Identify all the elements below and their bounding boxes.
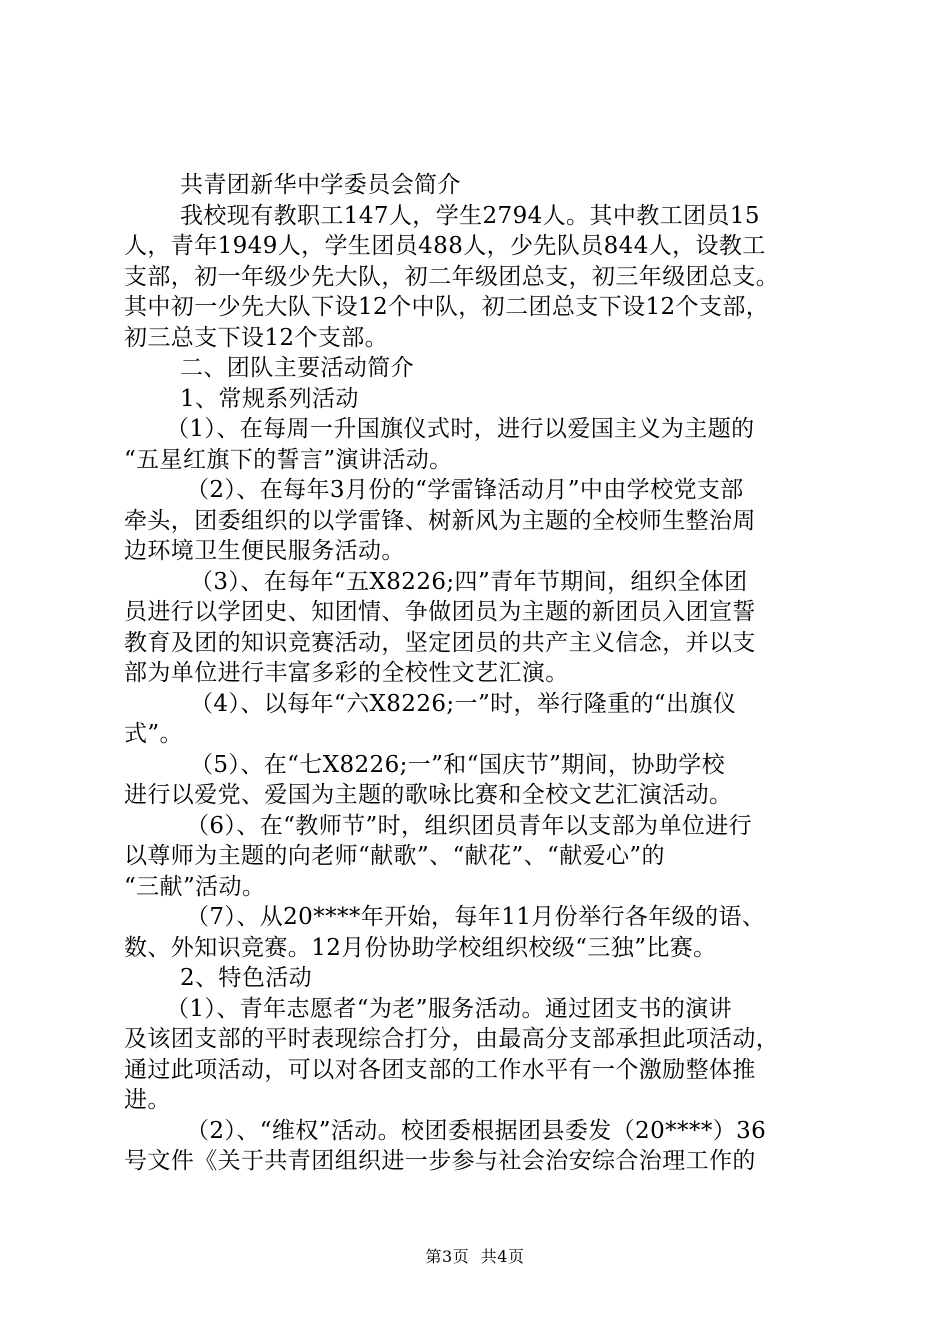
section-heading: 二、团队主要活动简介 — [180, 355, 414, 381]
paragraph-line: （2）、“维权”活动。校团委根据团县委发（20****）36 — [186, 1117, 767, 1144]
paragraph-line: 部为单位进行丰富多彩的全校性文艺汇演。 — [124, 660, 569, 686]
paragraph-line: （5）、在“七X8226;一”和“国庆节”期间，协助学校 — [190, 751, 726, 778]
subsection-heading: 1、常规系列活动 — [180, 385, 359, 412]
subsection-heading: 2、特色活动 — [180, 965, 313, 991]
paragraph-line: （6）、在“教师节”时，组织团员青年以支部为单位进行 — [186, 812, 753, 839]
paragraph-line: 以尊师为主题的向老师“献歌”、“献花”、“献爱心”的 — [124, 843, 665, 869]
paragraph-line: 进。 — [124, 1087, 171, 1113]
paragraph-line: 数、外知识竞赛。12月份协助学校组织校级“三独”比赛。 — [124, 934, 717, 961]
page-number: 第3页 — [425, 1247, 470, 1266]
paragraph-line: 通过此项活动，可以对各团支部的工作水平有一个激励整体推 — [124, 1056, 756, 1083]
paragraph-line: 进行以爱党、爱国为主题的歌咏比赛和全校文艺汇演活动。 — [124, 782, 733, 808]
paragraph-line: （2）、在每年3月份的“学雷锋活动月”中由学校党支部 — [186, 477, 744, 503]
paragraph-line: “五星红旗下的誓言”演讲活动。 — [124, 446, 453, 473]
paragraph-line: 牵头，团委组织的以学雷锋、树新风为主题的全校师生整治周 — [124, 507, 756, 534]
paragraph-line: 支部，初一年级少先大队，初二年级团总支，初三年级团总支。 — [124, 263, 780, 290]
paragraph-line: 我校现有教职工147人，学生2794人。其中教工团员15 — [180, 202, 760, 229]
paragraph-line: （1）、青年志愿者“为老”服务活动。通过团支书的演讲 — [166, 995, 733, 1022]
page-footer — [0, 1244, 950, 1267]
paragraph-line: 边环境卫生便民服务活动。 — [124, 538, 405, 564]
paragraph-line: 教育及团的知识竞赛活动，坚定团员的共产主义信念，并以支 — [124, 629, 756, 656]
page-total: 共4页 — [480, 1247, 525, 1266]
paragraph-line: （4）、以每年“六X8226;一”时，举行隆重的“出旗仪 — [190, 690, 737, 717]
paragraph-line: （1）、在每周一升国旗仪式时，进行以爱国主义为主题的 — [166, 416, 755, 442]
paragraph-line: （7）、从20****年开始，每年11月份举行各年级的语、 — [186, 904, 766, 930]
paragraph-line: 及该团支部的平时表现综合打分，由最高分支部承担此项活动， — [124, 1026, 780, 1052]
paragraph-line: 员进行以学团史、知团情、争做团员为主题的新团员入团宣誓 — [124, 599, 756, 625]
document-title: 共青团新华中学委员会简介 — [180, 172, 461, 198]
paragraph-line: 式”。 — [124, 721, 183, 747]
paragraph-line: 人，青年1949人，学生团员488人，少先队员844人，设教工 — [124, 233, 766, 259]
paragraph-line: 号文件《关于共青团组织进一步参与社会治安综合治理工作的 — [124, 1148, 756, 1174]
paragraph-line: 初三总支下设12个支部。 — [124, 324, 389, 351]
paragraph-line: “三献”活动。 — [124, 873, 266, 900]
paragraph-line: 其中初一少先大队下设12个中队，初二团总支下设12个支部， — [124, 294, 770, 320]
document-body — [124, 170, 844, 1177]
paragraph-line: （3）、在每年“五X8226;四”青年节期间，组织全体团 — [190, 568, 748, 595]
